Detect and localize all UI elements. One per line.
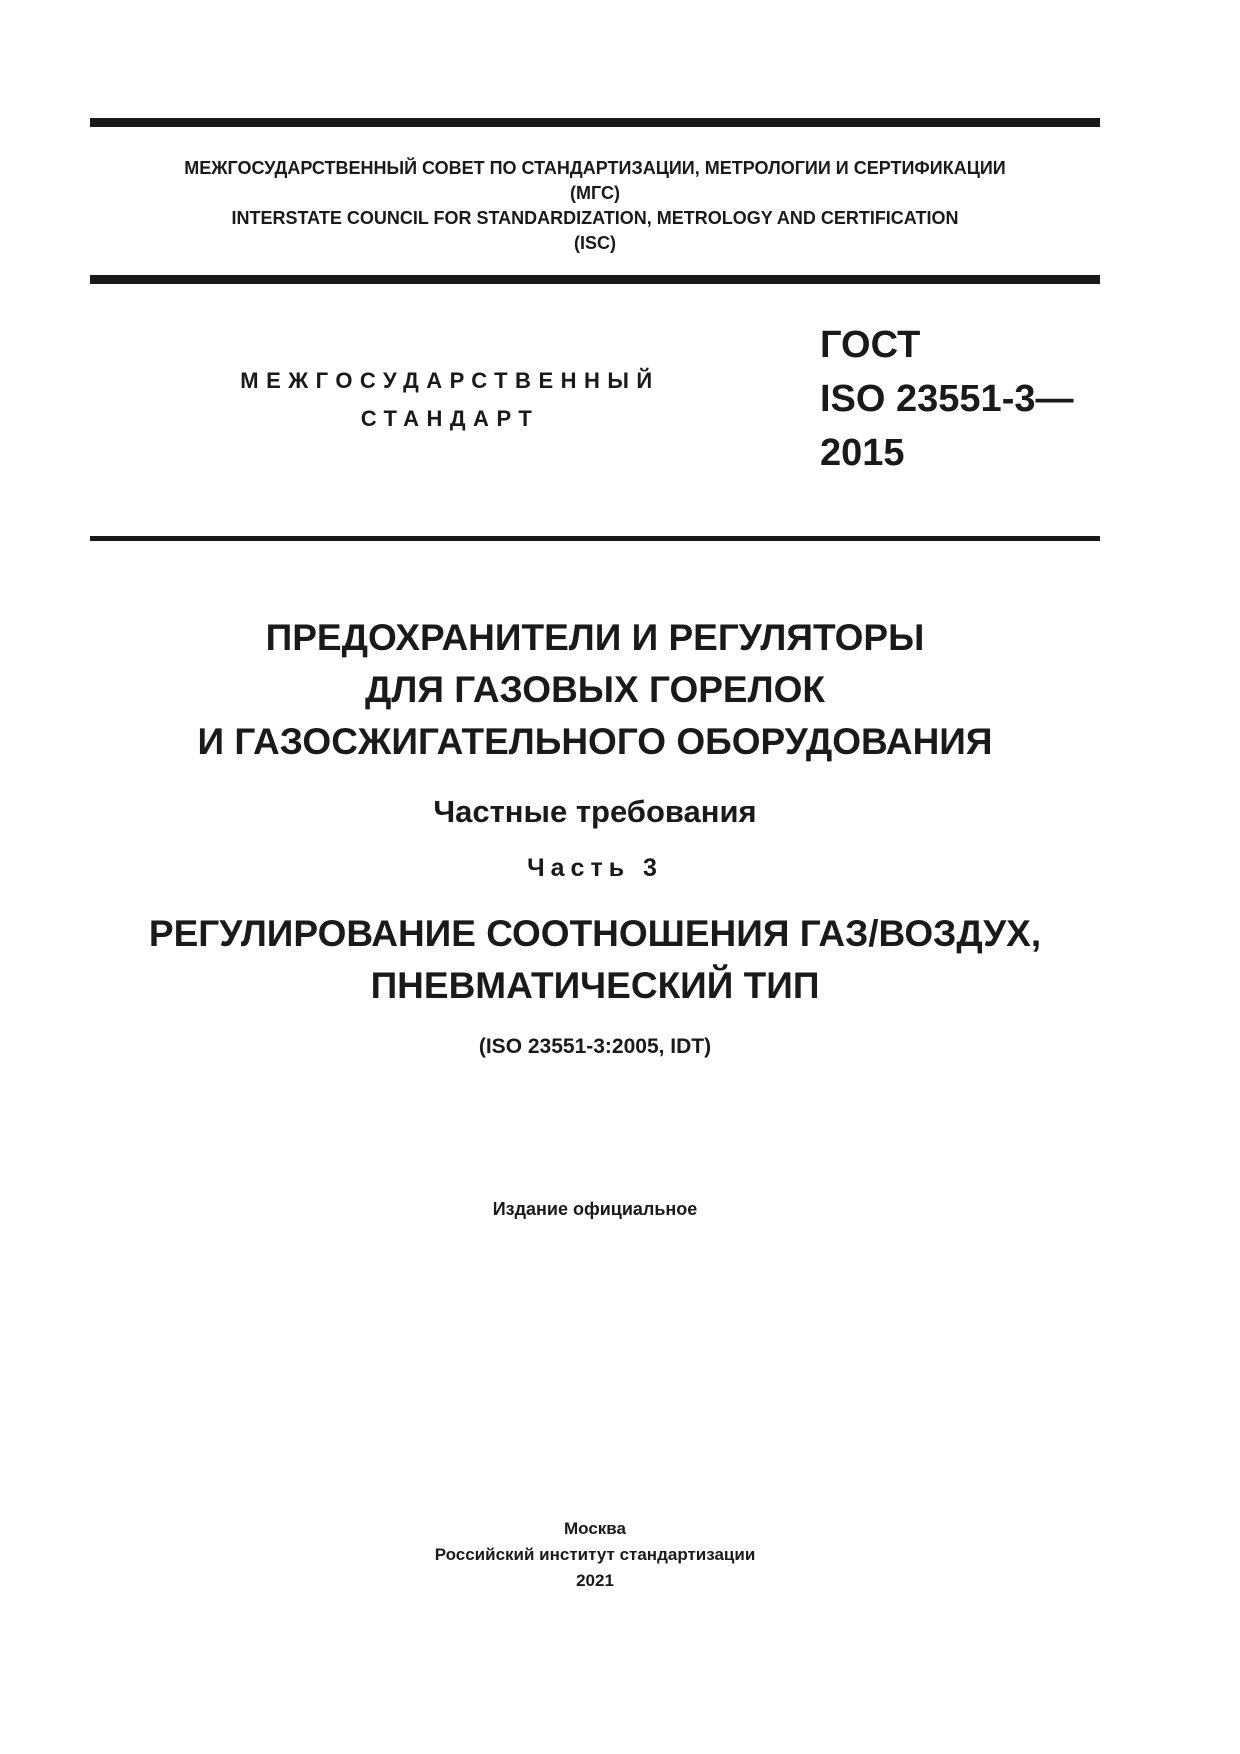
part-label: Часть 3 xyxy=(527,854,663,882)
top-divider xyxy=(90,118,1100,127)
lower-divider xyxy=(90,536,1100,541)
middle-divider xyxy=(90,275,1100,284)
imprint-publisher: Российский институт стандартизации xyxy=(434,1545,756,1564)
council-name-ru: МЕЖГОСУДАРСТВЕННЫЙ СОВЕТ ПО СТАНДАРТИЗАЦИИ, МЕТРОЛОГИИ И СЕРТИФИКАЦИИ xyxy=(184,158,1006,178)
council-header xyxy=(90,156,1100,256)
document-title-line3: И ГАЗОСЖИГАТЕЛЬНОГО ОБОРУДОВАНИЯ xyxy=(197,721,993,762)
council-name-en: INTERSTATE COUNCIL FOR STANDARDIZATION, METROLOGY AND CERTIFICATION xyxy=(231,208,959,228)
document-subtitle: Частные требования xyxy=(433,794,757,829)
document-title xyxy=(90,612,1100,768)
standard-kind-line1: МЕЖГОСУДАРСТВЕННЫЙ xyxy=(240,368,660,393)
document-title-line2: ДЛЯ ГАЗОВЫХ ГОРЕЛОК xyxy=(365,669,825,710)
standard-number-line1: ГОСТ xyxy=(820,324,921,366)
standard-kind-line2: СТАНДАРТ xyxy=(360,406,540,431)
imprint-year: 2021 xyxy=(576,1571,614,1590)
edition-label: Издание официальное xyxy=(492,1199,698,1219)
part-title-line2: ПНЕВМАТИЧЕСКИЙ ТИП xyxy=(370,965,820,1006)
standard-number-line3: 2015 xyxy=(820,432,905,474)
title-block xyxy=(90,612,1100,1062)
iso-reference: (ISO 23551-3:2005, IDT) xyxy=(478,1035,712,1058)
standard-number xyxy=(820,318,1073,480)
part-title-line1: РЕГУЛИРОВАНИЕ СООТНОШЕНИЯ ГАЗ/ВОЗДУХ, xyxy=(148,913,1042,954)
part-title xyxy=(90,908,1100,1012)
imprint xyxy=(90,1516,1100,1594)
imprint-city: Москва xyxy=(564,1519,626,1538)
document-title-line1: ПРЕДОХРАНИТЕЛИ И РЕГУЛЯТОРЫ xyxy=(265,617,925,658)
standard-number-line2: ISO 23551-3— xyxy=(820,378,1074,420)
council-abbr-en: (ISC) xyxy=(574,233,616,253)
standard-kind xyxy=(200,362,700,438)
council-abbr-ru: (МГС) xyxy=(570,183,620,203)
